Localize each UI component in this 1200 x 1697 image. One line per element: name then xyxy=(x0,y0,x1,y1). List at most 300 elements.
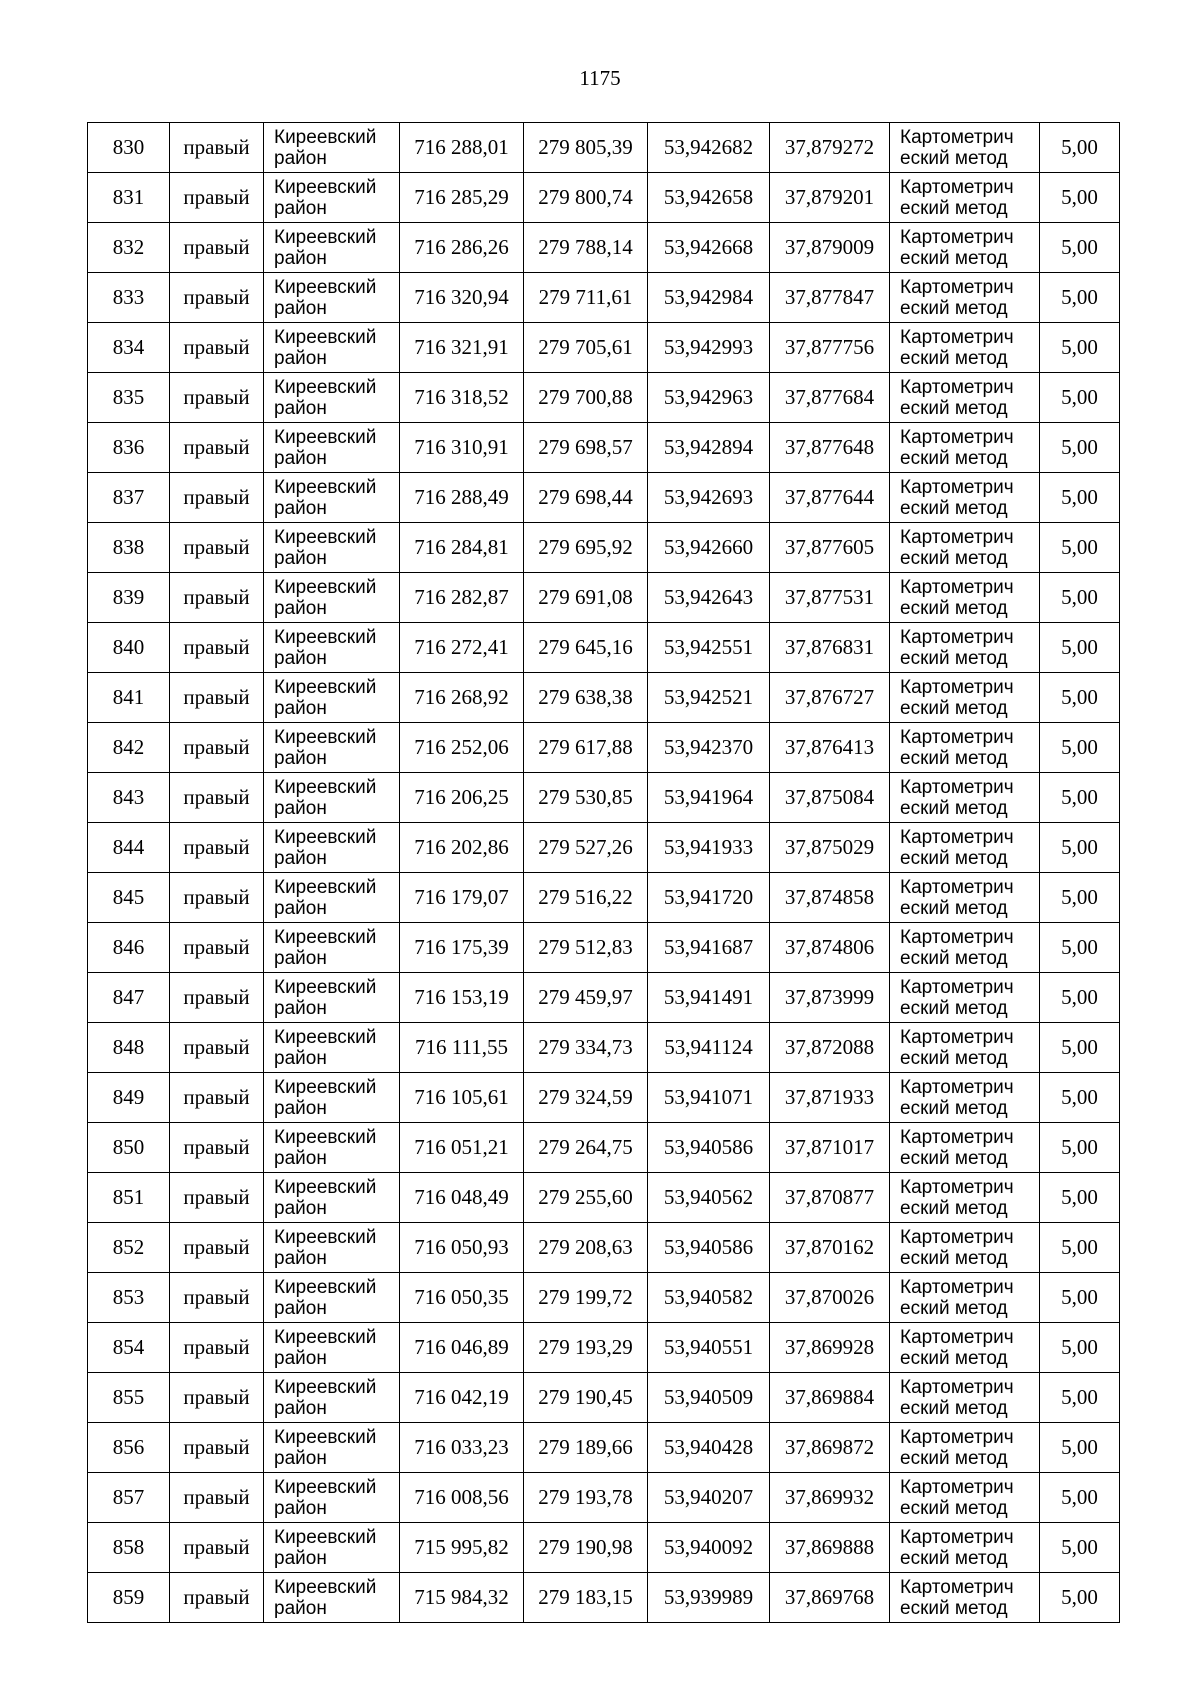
longitude-cell: 37,877648 xyxy=(770,423,890,473)
method-cell-line: Картометрич xyxy=(900,1026,1014,1048)
district-cell xyxy=(264,973,400,1023)
method-cell-line: Картометрич xyxy=(900,526,1014,548)
method-cell-line: Картометрич xyxy=(900,1326,1014,1348)
longitude-cell: 37,873999 xyxy=(770,973,890,1023)
table-row xyxy=(88,1273,1120,1323)
method-cell-line: еский метод xyxy=(900,697,1008,719)
district-cell-line: Киреевский xyxy=(274,576,377,598)
coordinates-table xyxy=(87,122,1120,1623)
table-row xyxy=(88,873,1120,923)
y-coordinate-cell: 279 805,39 xyxy=(524,123,648,173)
district-cell-line: Киреевский xyxy=(274,1276,377,1298)
district-cell-line: Киреевский xyxy=(274,1126,377,1148)
x-coordinate-cell: 716 288,49 xyxy=(400,473,524,523)
table-row xyxy=(88,1523,1120,1573)
latitude-cell: 53,942660 xyxy=(648,523,770,573)
longitude-cell: 37,877531 xyxy=(770,573,890,623)
latitude-cell: 53,940509 xyxy=(648,1373,770,1423)
district-cell-line: район xyxy=(274,1097,327,1119)
district-cell xyxy=(264,323,400,373)
district-cell-line: район xyxy=(274,747,327,769)
method-cell-line: еский метод xyxy=(900,397,1008,419)
district-cell-line: Киреевский xyxy=(274,226,377,248)
method-cell xyxy=(890,1223,1040,1273)
district-cell xyxy=(264,573,400,623)
y-coordinate-cell: 279 193,78 xyxy=(524,1473,648,1523)
y-coordinate-cell: 279 324,59 xyxy=(524,1073,648,1123)
bank-cell: правый xyxy=(170,373,264,423)
y-coordinate-cell: 279 527,26 xyxy=(524,823,648,873)
method-cell xyxy=(890,523,1040,573)
longitude-cell: 37,877644 xyxy=(770,473,890,523)
method-cell-line: еский метод xyxy=(900,1547,1008,1569)
latitude-cell: 53,941687 xyxy=(648,923,770,973)
table-row xyxy=(88,523,1120,573)
latitude-cell: 53,942963 xyxy=(648,373,770,423)
x-coordinate-cell: 716 252,06 xyxy=(400,723,524,773)
method-cell-line: еский метод xyxy=(900,1097,1008,1119)
table-row xyxy=(88,123,1120,173)
precision-cell: 5,00 xyxy=(1040,823,1120,873)
bank-cell: правый xyxy=(170,523,264,573)
longitude-cell: 37,879009 xyxy=(770,223,890,273)
bank-cell: правый xyxy=(170,1423,264,1473)
method-cell xyxy=(890,1423,1040,1473)
table-row xyxy=(88,1123,1120,1173)
method-cell-line: Картометрич xyxy=(900,676,1014,698)
district-cell xyxy=(264,873,400,923)
district-cell xyxy=(264,1523,400,1573)
method-cell xyxy=(890,1323,1040,1373)
district-cell xyxy=(264,273,400,323)
latitude-cell: 53,940586 xyxy=(648,1223,770,1273)
method-cell-line: Картометрич xyxy=(900,1526,1014,1548)
x-coordinate-cell: 715 995,82 xyxy=(400,1523,524,1573)
district-cell xyxy=(264,1223,400,1273)
method-cell-line: Картометрич xyxy=(900,726,1014,748)
longitude-cell: 37,874806 xyxy=(770,923,890,973)
point-number-cell: 845 xyxy=(88,873,170,923)
precision-cell: 5,00 xyxy=(1040,173,1120,223)
longitude-cell: 37,876727 xyxy=(770,673,890,723)
method-cell-line: еский метод xyxy=(900,597,1008,619)
district-cell-line: район xyxy=(274,897,327,919)
district-cell xyxy=(264,173,400,223)
longitude-cell: 37,872088 xyxy=(770,1023,890,1073)
point-number-cell: 834 xyxy=(88,323,170,373)
district-cell xyxy=(264,1323,400,1373)
method-cell xyxy=(890,123,1040,173)
longitude-cell: 37,877847 xyxy=(770,273,890,323)
longitude-cell: 37,870026 xyxy=(770,1273,890,1323)
district-cell-line: район xyxy=(274,797,327,819)
method-cell xyxy=(890,673,1040,723)
district-cell-line: Киреевский xyxy=(274,476,377,498)
bank-cell: правый xyxy=(170,773,264,823)
district-cell-line: Киреевский xyxy=(274,626,377,648)
method-cell-line: Картометрич xyxy=(900,976,1014,998)
district-cell xyxy=(264,1173,400,1223)
district-cell-line: район xyxy=(274,1047,327,1069)
y-coordinate-cell: 279 199,72 xyxy=(524,1273,648,1323)
x-coordinate-cell: 716 286,26 xyxy=(400,223,524,273)
district-cell-line: Киреевский xyxy=(274,1476,377,1498)
latitude-cell: 53,940092 xyxy=(648,1523,770,1573)
longitude-cell: 37,877684 xyxy=(770,373,890,423)
method-cell-line: Картометрич xyxy=(900,226,1014,248)
point-number-cell: 859 xyxy=(88,1573,170,1623)
district-cell-line: район xyxy=(274,847,327,869)
x-coordinate-cell: 716 320,94 xyxy=(400,273,524,323)
district-cell xyxy=(264,1423,400,1473)
district-cell xyxy=(264,1073,400,1123)
longitude-cell: 37,879201 xyxy=(770,173,890,223)
latitude-cell: 53,941071 xyxy=(648,1073,770,1123)
method-cell-line: еский метод xyxy=(900,1047,1008,1069)
point-number-cell: 832 xyxy=(88,223,170,273)
longitude-cell: 37,875029 xyxy=(770,823,890,873)
district-cell-line: Киреевский xyxy=(274,1326,377,1348)
table-row xyxy=(88,1023,1120,1073)
district-cell-line: район xyxy=(274,347,327,369)
table-row xyxy=(88,923,1120,973)
latitude-cell: 53,940562 xyxy=(648,1173,770,1223)
method-cell xyxy=(890,1573,1040,1623)
method-cell-line: Картометрич xyxy=(900,476,1014,498)
y-coordinate-cell: 279 183,15 xyxy=(524,1573,648,1623)
x-coordinate-cell: 716 285,29 xyxy=(400,173,524,223)
x-coordinate-cell: 716 153,19 xyxy=(400,973,524,1023)
y-coordinate-cell: 279 698,57 xyxy=(524,423,648,473)
bank-cell: правый xyxy=(170,173,264,223)
method-cell xyxy=(890,1023,1040,1073)
latitude-cell: 53,942682 xyxy=(648,123,770,173)
table-row xyxy=(88,823,1120,873)
district-cell-line: район xyxy=(274,647,327,669)
district-cell-line: район xyxy=(274,497,327,519)
method-cell-line: еский метод xyxy=(900,497,1008,519)
method-cell-line: еский метод xyxy=(900,797,1008,819)
method-cell-line: Картометрич xyxy=(900,276,1014,298)
method-cell-line: еский метод xyxy=(900,1497,1008,1519)
y-coordinate-cell: 279 617,88 xyxy=(524,723,648,773)
point-number-cell: 838 xyxy=(88,523,170,573)
district-cell-line: Киреевский xyxy=(274,376,377,398)
district-cell xyxy=(264,223,400,273)
method-cell-line: еский метод xyxy=(900,147,1008,169)
method-cell-line: еский метод xyxy=(900,1197,1008,1219)
table-row xyxy=(88,1173,1120,1223)
bank-cell: правый xyxy=(170,1323,264,1373)
table-row xyxy=(88,723,1120,773)
table-row xyxy=(88,373,1120,423)
latitude-cell: 53,942370 xyxy=(648,723,770,773)
method-cell-line: еский метод xyxy=(900,447,1008,469)
district-cell-line: район xyxy=(274,297,327,319)
precision-cell: 5,00 xyxy=(1040,1323,1120,1373)
bank-cell: правый xyxy=(170,323,264,373)
district-cell-line: район xyxy=(274,1397,327,1419)
district-cell xyxy=(264,1273,400,1323)
method-cell xyxy=(890,773,1040,823)
table-row xyxy=(88,1473,1120,1523)
bank-cell: правый xyxy=(170,973,264,1023)
longitude-cell: 37,877756 xyxy=(770,323,890,373)
method-cell xyxy=(890,423,1040,473)
y-coordinate-cell: 279 264,75 xyxy=(524,1123,648,1173)
longitude-cell: 37,869888 xyxy=(770,1523,890,1573)
method-cell-line: еский метод xyxy=(900,1347,1008,1369)
district-cell-line: район xyxy=(274,1197,327,1219)
y-coordinate-cell: 279 800,74 xyxy=(524,173,648,223)
point-number-cell: 846 xyxy=(88,923,170,973)
longitude-cell: 37,875084 xyxy=(770,773,890,823)
point-number-cell: 849 xyxy=(88,1073,170,1123)
method-cell-line: Картометрич xyxy=(900,1576,1014,1598)
district-cell xyxy=(264,923,400,973)
district-cell-line: Киреевский xyxy=(274,1176,377,1198)
bank-cell: правый xyxy=(170,1023,264,1073)
table-row xyxy=(88,1573,1120,1623)
longitude-cell: 37,871933 xyxy=(770,1073,890,1123)
district-cell-line: Киреевский xyxy=(274,1376,377,1398)
x-coordinate-cell: 716 042,19 xyxy=(400,1373,524,1423)
x-coordinate-cell: 715 984,32 xyxy=(400,1573,524,1623)
bank-cell: правый xyxy=(170,1473,264,1523)
point-number-cell: 837 xyxy=(88,473,170,523)
district-cell-line: Киреевский xyxy=(274,926,377,948)
latitude-cell: 53,942643 xyxy=(648,573,770,623)
district-cell-line: район xyxy=(274,1547,327,1569)
y-coordinate-cell: 279 255,60 xyxy=(524,1173,648,1223)
district-cell xyxy=(264,373,400,423)
x-coordinate-cell: 716 284,81 xyxy=(400,523,524,573)
district-cell xyxy=(264,773,400,823)
point-number-cell: 844 xyxy=(88,823,170,873)
y-coordinate-cell: 279 459,97 xyxy=(524,973,648,1023)
y-coordinate-cell: 279 700,88 xyxy=(524,373,648,423)
x-coordinate-cell: 716 051,21 xyxy=(400,1123,524,1173)
longitude-cell: 37,879272 xyxy=(770,123,890,173)
point-number-cell: 856 xyxy=(88,1423,170,1473)
x-coordinate-cell: 716 321,91 xyxy=(400,323,524,373)
latitude-cell: 53,940582 xyxy=(648,1273,770,1323)
latitude-cell: 53,942993 xyxy=(648,323,770,373)
x-coordinate-cell: 716 288,01 xyxy=(400,123,524,173)
method-cell-line: еский метод xyxy=(900,347,1008,369)
x-coordinate-cell: 716 179,07 xyxy=(400,873,524,923)
method-cell-line: еский метод xyxy=(900,297,1008,319)
method-cell xyxy=(890,1373,1040,1423)
x-coordinate-cell: 716 202,86 xyxy=(400,823,524,873)
table-row xyxy=(88,323,1120,373)
district-cell-line: район xyxy=(274,697,327,719)
y-coordinate-cell: 279 189,66 xyxy=(524,1423,648,1473)
longitude-cell: 37,869928 xyxy=(770,1323,890,1373)
precision-cell: 5,00 xyxy=(1040,1073,1120,1123)
precision-cell: 5,00 xyxy=(1040,673,1120,723)
y-coordinate-cell: 279 645,16 xyxy=(524,623,648,673)
table-row xyxy=(88,173,1120,223)
table-row xyxy=(88,623,1120,673)
point-number-cell: 848 xyxy=(88,1023,170,1073)
precision-cell: 5,00 xyxy=(1040,1023,1120,1073)
point-number-cell: 851 xyxy=(88,1173,170,1223)
district-cell-line: район xyxy=(274,997,327,1019)
method-cell-line: Картометрич xyxy=(900,376,1014,398)
district-cell-line: Киреевский xyxy=(274,526,377,548)
x-coordinate-cell: 716 175,39 xyxy=(400,923,524,973)
district-cell-line: Киреевский xyxy=(274,426,377,448)
table-row xyxy=(88,1323,1120,1373)
district-cell-line: район xyxy=(274,597,327,619)
point-number-cell: 858 xyxy=(88,1523,170,1573)
method-cell-line: еский метод xyxy=(900,747,1008,769)
table-row xyxy=(88,573,1120,623)
district-cell-line: Киреевский xyxy=(274,676,377,698)
district-cell-line: Киреевский xyxy=(274,1576,377,1598)
method-cell-line: еский метод xyxy=(900,897,1008,919)
point-number-cell: 857 xyxy=(88,1473,170,1523)
table-row xyxy=(88,273,1120,323)
y-coordinate-cell: 279 691,08 xyxy=(524,573,648,623)
method-cell-line: еский метод xyxy=(900,197,1008,219)
point-number-cell: 852 xyxy=(88,1223,170,1273)
longitude-cell: 37,871017 xyxy=(770,1123,890,1173)
district-cell-line: Киреевский xyxy=(274,326,377,348)
method-cell-line: Картометрич xyxy=(900,1476,1014,1498)
x-coordinate-cell: 716 111,55 xyxy=(400,1023,524,1073)
district-cell xyxy=(264,473,400,523)
point-number-cell: 847 xyxy=(88,973,170,1023)
method-cell-line: еский метод xyxy=(900,1397,1008,1419)
y-coordinate-cell: 279 530,85 xyxy=(524,773,648,823)
precision-cell: 5,00 xyxy=(1040,1173,1120,1223)
precision-cell: 5,00 xyxy=(1040,273,1120,323)
method-cell xyxy=(890,1073,1040,1123)
x-coordinate-cell: 716 268,92 xyxy=(400,673,524,723)
method-cell-line: Картометрич xyxy=(900,176,1014,198)
x-coordinate-cell: 716 310,91 xyxy=(400,423,524,473)
point-number-cell: 830 xyxy=(88,123,170,173)
bank-cell: правый xyxy=(170,423,264,473)
longitude-cell: 37,874858 xyxy=(770,873,890,923)
x-coordinate-cell: 716 050,93 xyxy=(400,1223,524,1273)
district-cell-line: Киреевский xyxy=(274,1026,377,1048)
district-cell xyxy=(264,523,400,573)
bank-cell: правый xyxy=(170,1073,264,1123)
y-coordinate-cell: 279 512,83 xyxy=(524,923,648,973)
method-cell xyxy=(890,1523,1040,1573)
district-cell-line: Киреевский xyxy=(274,1076,377,1098)
precision-cell: 5,00 xyxy=(1040,1473,1120,1523)
district-cell xyxy=(264,1473,400,1523)
point-number-cell: 853 xyxy=(88,1273,170,1323)
y-coordinate-cell: 279 788,14 xyxy=(524,223,648,273)
method-cell-line: еский метод xyxy=(900,847,1008,869)
longitude-cell: 37,870162 xyxy=(770,1223,890,1273)
point-number-cell: 833 xyxy=(88,273,170,323)
x-coordinate-cell: 716 206,25 xyxy=(400,773,524,823)
x-coordinate-cell: 716 105,61 xyxy=(400,1073,524,1123)
district-cell-line: Киреевский xyxy=(274,826,377,848)
method-cell xyxy=(890,1273,1040,1323)
table-row xyxy=(88,1073,1120,1123)
district-cell xyxy=(264,823,400,873)
bank-cell: правый xyxy=(170,223,264,273)
longitude-cell: 37,870877 xyxy=(770,1173,890,1223)
method-cell xyxy=(890,623,1040,673)
precision-cell: 5,00 xyxy=(1040,873,1120,923)
bank-cell: правый xyxy=(170,1573,264,1623)
method-cell-line: еский метод xyxy=(900,1247,1008,1269)
method-cell-line: Картометрич xyxy=(900,1076,1014,1098)
table-row xyxy=(88,1223,1120,1273)
latitude-cell: 53,941124 xyxy=(648,1023,770,1073)
bank-cell: правый xyxy=(170,273,264,323)
district-cell xyxy=(264,1373,400,1423)
district-cell-line: район xyxy=(274,1347,327,1369)
longitude-cell: 37,869872 xyxy=(770,1423,890,1473)
district-cell-line: Киреевский xyxy=(274,1426,377,1448)
table-row xyxy=(88,773,1120,823)
bank-cell: правый xyxy=(170,1123,264,1173)
method-cell xyxy=(890,323,1040,373)
precision-cell: 5,00 xyxy=(1040,1573,1120,1623)
bank-cell: правый xyxy=(170,1273,264,1323)
method-cell-line: Картометрич xyxy=(900,1176,1014,1198)
point-number-cell: 843 xyxy=(88,773,170,823)
method-cell-line: Картометрич xyxy=(900,626,1014,648)
table-row xyxy=(88,1423,1120,1473)
district-cell-line: район xyxy=(274,1247,327,1269)
district-cell xyxy=(264,673,400,723)
table-row xyxy=(88,473,1120,523)
y-coordinate-cell: 279 638,38 xyxy=(524,673,648,723)
table-row xyxy=(88,973,1120,1023)
point-number-cell: 841 xyxy=(88,673,170,723)
latitude-cell: 53,940551 xyxy=(648,1323,770,1373)
district-cell xyxy=(264,1573,400,1623)
y-coordinate-cell: 279 190,98 xyxy=(524,1523,648,1573)
longitude-cell: 37,877605 xyxy=(770,523,890,573)
longitude-cell: 37,869932 xyxy=(770,1473,890,1523)
latitude-cell: 53,939989 xyxy=(648,1573,770,1623)
precision-cell: 5,00 xyxy=(1040,523,1120,573)
point-number-cell: 854 xyxy=(88,1323,170,1373)
table-row xyxy=(88,223,1120,273)
method-cell-line: еский метод xyxy=(900,547,1008,569)
bank-cell: правый xyxy=(170,673,264,723)
bank-cell: правый xyxy=(170,723,264,773)
point-number-cell: 842 xyxy=(88,723,170,773)
precision-cell: 5,00 xyxy=(1040,473,1120,523)
method-cell-line: Картометрич xyxy=(900,1226,1014,1248)
latitude-cell: 53,940207 xyxy=(648,1473,770,1523)
point-number-cell: 840 xyxy=(88,623,170,673)
x-coordinate-cell: 716 008,56 xyxy=(400,1473,524,1523)
precision-cell: 5,00 xyxy=(1040,723,1120,773)
method-cell-line: Картометрич xyxy=(900,576,1014,598)
precision-cell: 5,00 xyxy=(1040,773,1120,823)
point-number-cell: 855 xyxy=(88,1373,170,1423)
district-cell xyxy=(264,423,400,473)
district-cell xyxy=(264,723,400,773)
method-cell-line: еский метод xyxy=(900,1447,1008,1469)
method-cell-line: Картометрич xyxy=(900,1126,1014,1148)
district-cell-line: район xyxy=(274,397,327,419)
method-cell-line: Картометрич xyxy=(900,1376,1014,1398)
